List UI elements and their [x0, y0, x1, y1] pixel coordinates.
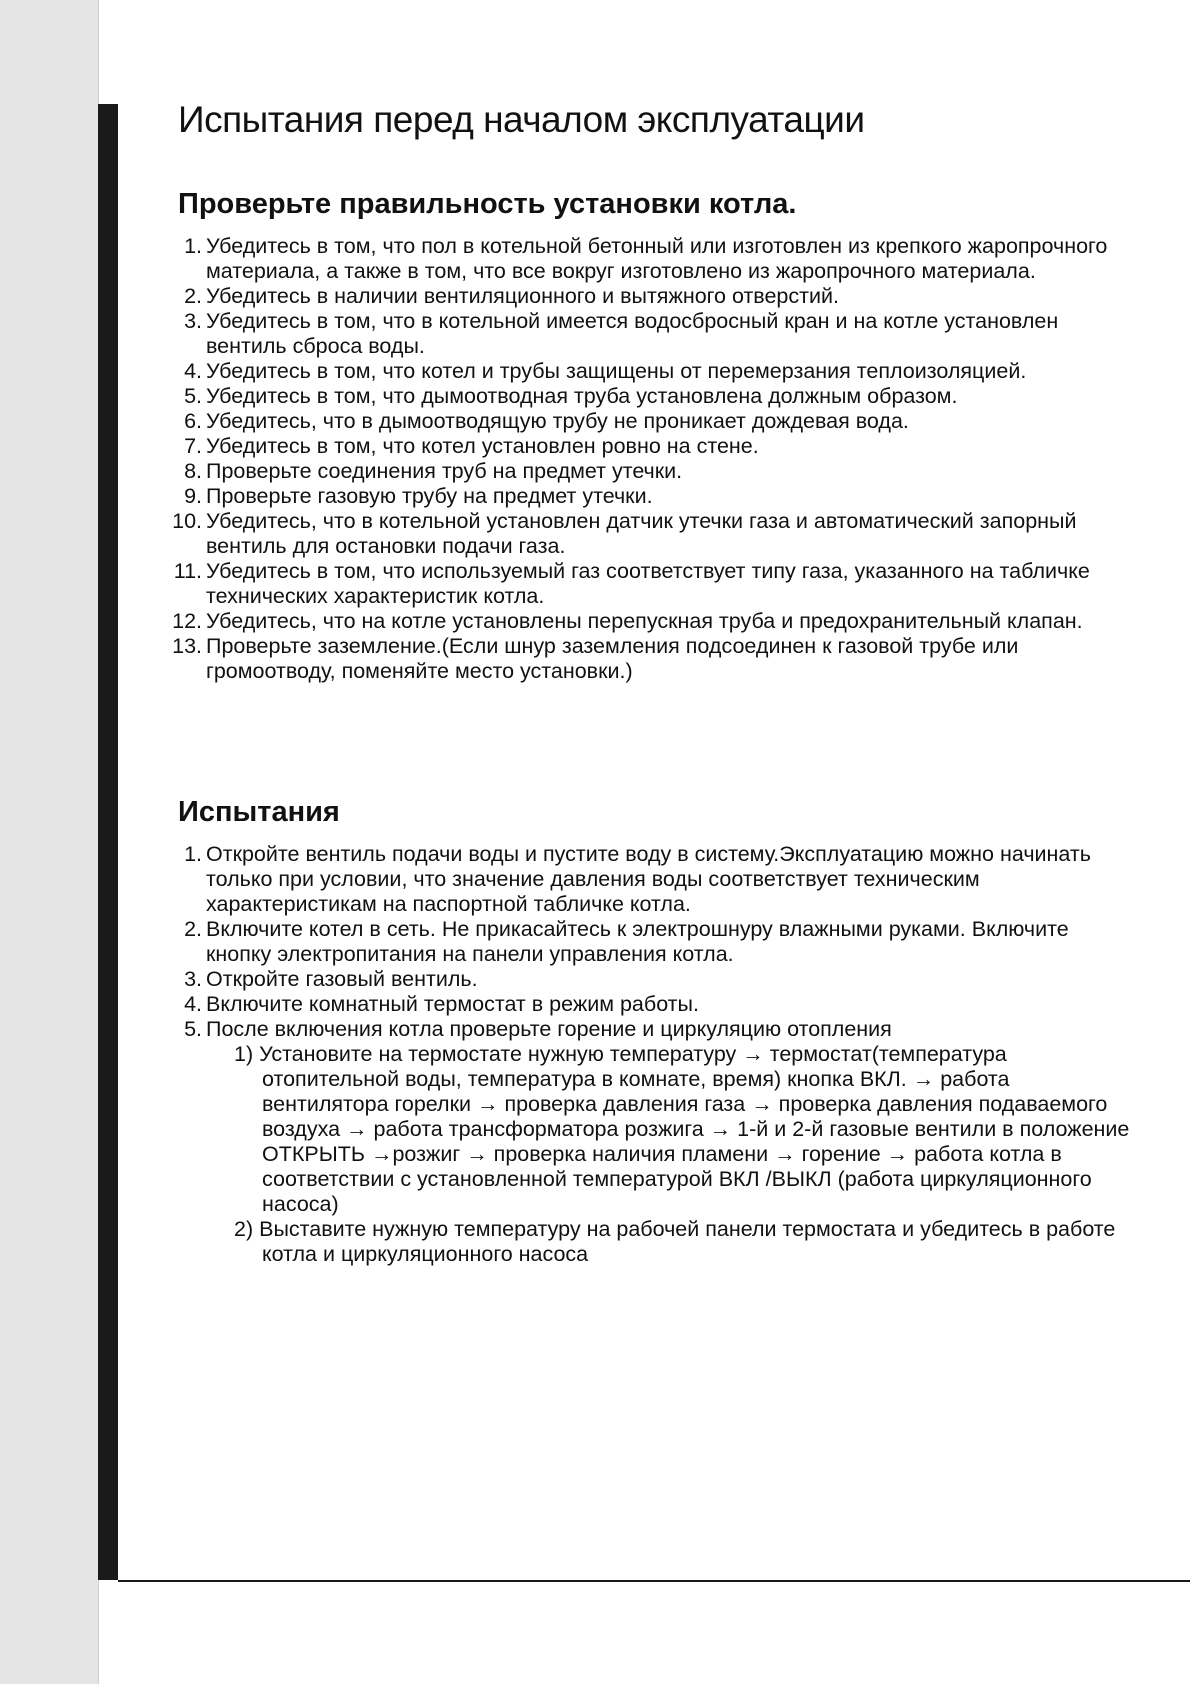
item-text: Убедитесь в том, что используемый газ соответствует типу газа, указанного на табличке технических характеристик котла.	[206, 559, 1090, 608]
list-item	[178, 1017, 1138, 1267]
item-text: Включите котел в сеть. Не прикасайтесь к электрошнуру влажными руками. Включите кнопку электропитания на панели управления котла.	[206, 917, 1069, 966]
item-number: 3.	[184, 967, 202, 991]
item-number: 2.	[184, 917, 202, 941]
item-number: 1.	[184, 234, 202, 258]
item-text: Проверьте газовую трубу на предмет утечки.	[206, 484, 653, 508]
list-item	[178, 284, 1138, 309]
list-item	[178, 234, 1138, 284]
list-item	[178, 967, 1138, 992]
item-text: Убедитесь, что в дымоотводящую трубу не проникает дождевая вода.	[206, 409, 909, 433]
item-text: Откройте вентиль подачи воды и пустите воду в систему.Эксплуатацию можно начинать только при условии, что значение давления воды соответствует техническим характеристикам на паспортной табличке котла.	[206, 842, 1091, 916]
item-number: 12.	[172, 609, 202, 633]
item-number: 4.	[184, 359, 202, 383]
item-text: Убедитесь в наличии вентиляционного и вытяжного отверстий.	[206, 284, 839, 308]
tests-list	[178, 842, 1138, 1267]
item-text: Убедитесь, что на котле установлены перепускная труба и предохранительный клапан.	[206, 609, 1083, 633]
item-text: Убедитесь в том, что котел и трубы защищены от перемерзания теплоизоляцией.	[206, 359, 1027, 383]
page-title: Испытания перед началом эксплуатации	[178, 99, 865, 140]
item-number: 5.	[184, 1017, 202, 1041]
item-number: 11.	[173, 559, 202, 583]
item-number: 4.	[184, 992, 202, 1016]
item-text: Убедитесь в том, что дымоотводная труба установлена должным образом.	[206, 384, 958, 408]
section-tests-title: Испытания	[178, 796, 340, 828]
sub-item	[234, 1042, 1138, 1217]
item-text: Убедитесь в том, что пол в котельной бетонный или изготовлен из крепкого жаропрочного материала, а также в том, что все вокруг изготовлено из жаропрочного материала.	[206, 234, 1108, 283]
list-item	[178, 842, 1138, 917]
item-text: Убедитесь в том, что котел установлен ровно на стене.	[206, 434, 759, 458]
list-item	[178, 434, 1138, 459]
item-text: После включения котла проверьте горение и циркуляцию отопления	[206, 1017, 892, 1041]
item-number: 10.	[172, 509, 202, 533]
item-number: 6.	[184, 409, 202, 433]
item-text: Проверьте соединения труб на предмет утечки.	[206, 459, 683, 483]
list-item	[172, 634, 1138, 684]
item-number: 1.	[184, 842, 202, 866]
document-content	[172, 96, 1138, 1267]
sub-item-text: Установите на термостате нужную температуру → термостат(температура отопительной воды, температура в комнате, время) кнопка ВКЛ. → работа вентилятора горелки → проверка давления газа → проверка давления подаваемого воздуха → работа трансформатора розжига → 1-й и 2-й газовые вентили в положение ОТКРЫТЬ →розжиг → проверка наличия пламени → горение → работа котла в соответствии с установленной температурой ВКЛ /ВЫКЛ (работа циркуляционного насоса)	[259, 1042, 1130, 1216]
side-bar	[98, 104, 118, 1580]
item-text: Убедитесь в том, что в котельной имеется водосбросный кран и на котле установлен вентиль сброса воды.	[206, 309, 1059, 358]
sub-item-number: 1)	[234, 1042, 254, 1066]
list-item	[172, 609, 1138, 634]
item-number: 7.	[184, 434, 202, 458]
list-item	[172, 509, 1138, 559]
page-margin	[0, 0, 99, 1684]
list-item	[178, 309, 1138, 359]
list-item	[178, 384, 1138, 409]
item-text: Включите комнатный термостат в режим работы.	[206, 992, 699, 1016]
bottom-rule	[118, 1580, 1190, 1582]
list-item	[178, 917, 1138, 967]
item-number: 13.	[172, 634, 202, 658]
install-checklist	[172, 234, 1138, 684]
item-number: 3.	[184, 309, 202, 333]
sub-item-number: 2)	[234, 1217, 254, 1241]
list-item	[173, 559, 1138, 609]
section-install-title: Проверьте правильность установки котла.	[178, 188, 797, 220]
list-item	[178, 409, 1138, 434]
sub-item	[234, 1217, 1138, 1267]
list-item	[178, 459, 1138, 484]
item-text: Откройте газовый вентиль.	[206, 967, 478, 991]
list-item	[178, 484, 1138, 509]
item-text: Убедитесь, что в котельной установлен датчик утечки газа и автоматический запорный вентиль для остановки подачи газа.	[206, 509, 1077, 558]
sub-item-text: Выставите нужную температуру на рабочей панели термостата и убедитесь в работе котла и циркуляционного насоса	[259, 1217, 1116, 1266]
list-item	[178, 992, 1138, 1017]
list-item	[178, 359, 1138, 384]
item-number: 5.	[184, 384, 202, 408]
item-number: 2.	[184, 284, 202, 308]
item-number: 8.	[184, 459, 202, 483]
item-text: Проверьте заземление.(Если шнур заземления подсоединен к газовой трубе или громоотводу, поменяйте место установки.)	[206, 634, 1019, 683]
item-number: 9.	[184, 484, 202, 508]
